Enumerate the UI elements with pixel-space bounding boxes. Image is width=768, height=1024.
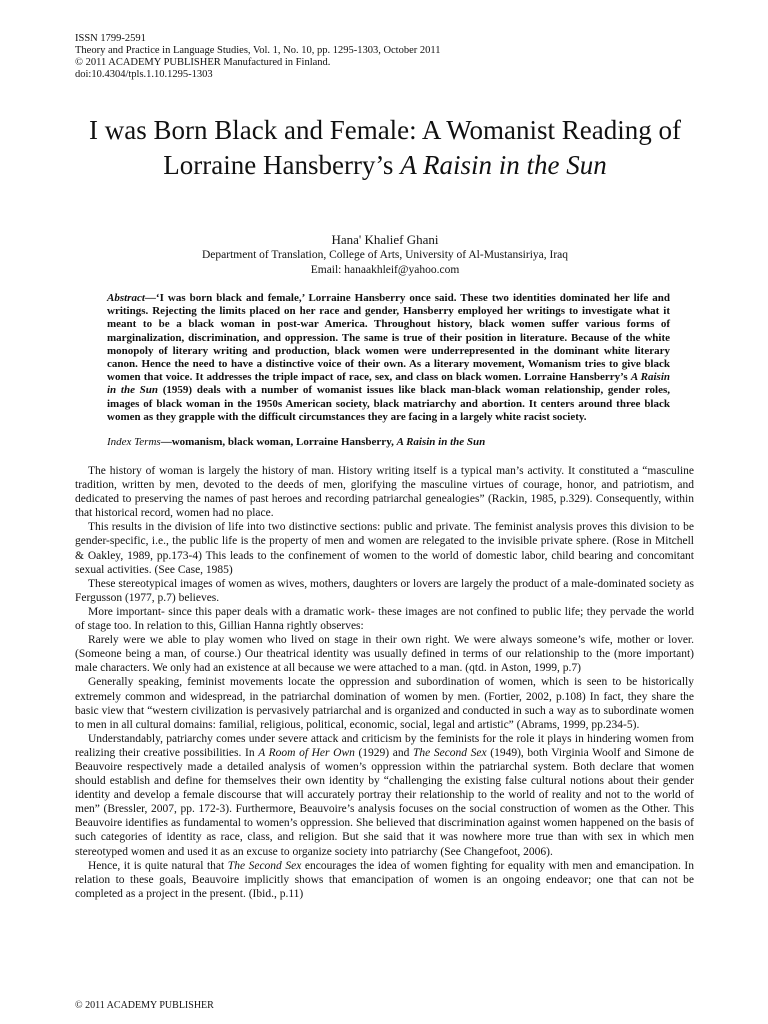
paragraph-text: Understandably, patriarchy comes under severe attack and criticism by the feminists for the role it plays in hindering women from realizing their creative possibilities. In [75,732,694,759]
abstract-text-1: ‘I was born black and female,’ Lorraine Hansberry once said. These two identities dominated her life and writings. Rejecting the limits placed on her race and gender, Hansberry employed her writings to investigate what it meant to be a black woman in post-war America. Throughout history, black women suffer various forms of marginalization, discrimination, and oppression. The same is true of their position in literature. Because of the white monopoly of literary writing and production, black women were underrepresented in the dominant white literary canon. Hence the need to have a distinctive voice of their own. As a literary movement, Womanism tries to give black women that voice. It addresses the triple impact of race, sex, and class on black women. Lorraine Hansberry’s [107,292,670,384]
abstract-play-title: A Raisin in the Sun [107,371,670,397]
abstract-label: Abstract [107,292,145,304]
body-text [75,464,694,901]
journal-header [75,33,441,81]
index-terms-italic: A Raisin in the Sun [396,436,486,448]
paragraph-text: (1949), both Virginia Woolf and Simone de Beauvoire respectively made a detailed analysis of women’s oppression within the patriarchal system. Both declare that women should establish and define for themselves their own identity by “challenging the existing false cultural notions about their gender identity and develop a female discourse that will accurately portray their relationship to the world of reality and not to the world of men” (Bressler, 2007, pp. 172-3). Furthermore, Beauvoire’s analysis focuses on the social construction of women as the Other. This Beauvoire identifies as fundamental to women’s oppression. She believed that discrimination against women happened on the basis of such categories of identity as race, class, and religion. But she said that it was nowhere more true than with sex in which men stereotyped women and used it as an excuse to organize society into patriarchy (See Changefoot, 2006). [75,746,695,858]
index-terms-list: womanism, black woman, Lorraine Hansberry, [171,436,397,448]
page-footer: © 2011 ACADEMY PUBLISHER [75,1000,214,1011]
paragraph [75,732,694,859]
paragraph: Generally speaking, feminist movements locate the oppression and subordination of women, which is seen to be historically extremely common and widespread, in the patriarchal domination of women by men. (Fortier, 2002, p.108) In fact, they share the basic view that “western civilization is pervasively patriarchal and is organized and conducted in such a way as to subordinate women to men in all cultural domains: familial, religious, political, economic, social, legal and artistic” (Abrams, 1999, pp.234-5). [75,676,694,731]
index-terms [107,436,670,449]
index-terms-label: Index Terms [107,436,161,448]
copyright-line: © 2011 ACADEMY PUBLISHER Manufactured in Finland. [75,57,331,68]
book-title: The Second Sex [412,746,487,759]
index-terms-dash: — [160,436,172,448]
book-title: A Room of Her Own [258,746,355,759]
abstract-text-2: (1959) deals with a number of womanist issues like black man-black woman relationship, gender roles, images of black woman in the 1950s American society, black matriarchy and abortion. It centers around three black women as they grapple with the difficult circumstances they are facing in a largely white racist society. [107,384,670,423]
paragraph-text: Hence, it is quite natural that [88,859,228,872]
paragraph: This results in the division of life into two distinctive sections: public and private. The feminist analysis proves this division to be gender-specific, i.e., the public life is the property of men and women are relegated to the invisible private sphere. (Rose in Mitchell & Oakley, 1989, pp.173-4) This leads to the confinement of women to the world of domestic labor, child bearing and concomitant sexual activities. (See Case, 1985) [75,521,694,576]
author-email: Email: hanaakhleif@yahoo.com [310,264,460,276]
issn-line: ISSN 1799-2591 [75,33,146,44]
block-quote: Rarely were we able to play women who lived on stage in their own right. We were always someone’s wife, mother or lover. (Someone being a man, of course.) Our theatrical identity was usually defined in terms of our relationship to the (more important) male characters. We only had an existence at all because we were attached to a man. (qtd. in Aston, 1999, p.7) [75,634,694,675]
author-name: Hana' Khalief Ghani [331,232,439,247]
paragraph [75,859,694,901]
book-title: The Second Sex [227,859,302,872]
paragraph: More important- since this paper deals with a dramatic work- these images are not confined to public life; they pervade the world of stage too. In relation to this, Gillian Hanna rightly observes: [75,605,694,633]
paragraph: These stereotypical images of women as wives, mothers, daughters or lovers are largely the product of a male-dominated society as Fergusson (1977, p.7) believes. [75,577,694,604]
author-affiliation: Department of Translation, College of Arts, University of Al-Mustansiriya, Iraq [201,249,569,261]
abstract-dash: — [144,292,156,304]
paper-title [60,113,710,182]
abstract [107,292,670,424]
paragraph: The history of woman is largely the history of man. History writing itself is a typical man’s activity. It constituted a “masculine tradition, written by men, devoted to the deeds of men, glorifying the masculine virtues of courage, honor, and patriotism, and dedicated to preserving the names of past heroes and recording patriarchal genealogies” (Rackin, 1985, p.329). Consequently, within that historical record, women had no place. [75,465,694,520]
title-main: I was Born Black and Female: A Womanist Reading of Lorraine Hansberry’s [89,115,681,180]
doi-line: doi:10.4304/tpls.1.10.1295-1303 [75,69,213,80]
paragraph-text: (1929) and [354,746,413,759]
journal-citation: Theory and Practice in Language Studies, Vol. 1, No. 10, pp. 1295-1303, October 2011 [75,45,441,56]
title-italic: A Raisin in the Sun [400,149,607,180]
paragraph-text: encourages the idea of women fighting for equality with men and emancipation. In relation to these goals, Beauvoire implicitly shows that emancipation of women is an ongoing endeavor; one that can not be completed as a project in the present. (Ibid., p.11) [75,859,694,900]
